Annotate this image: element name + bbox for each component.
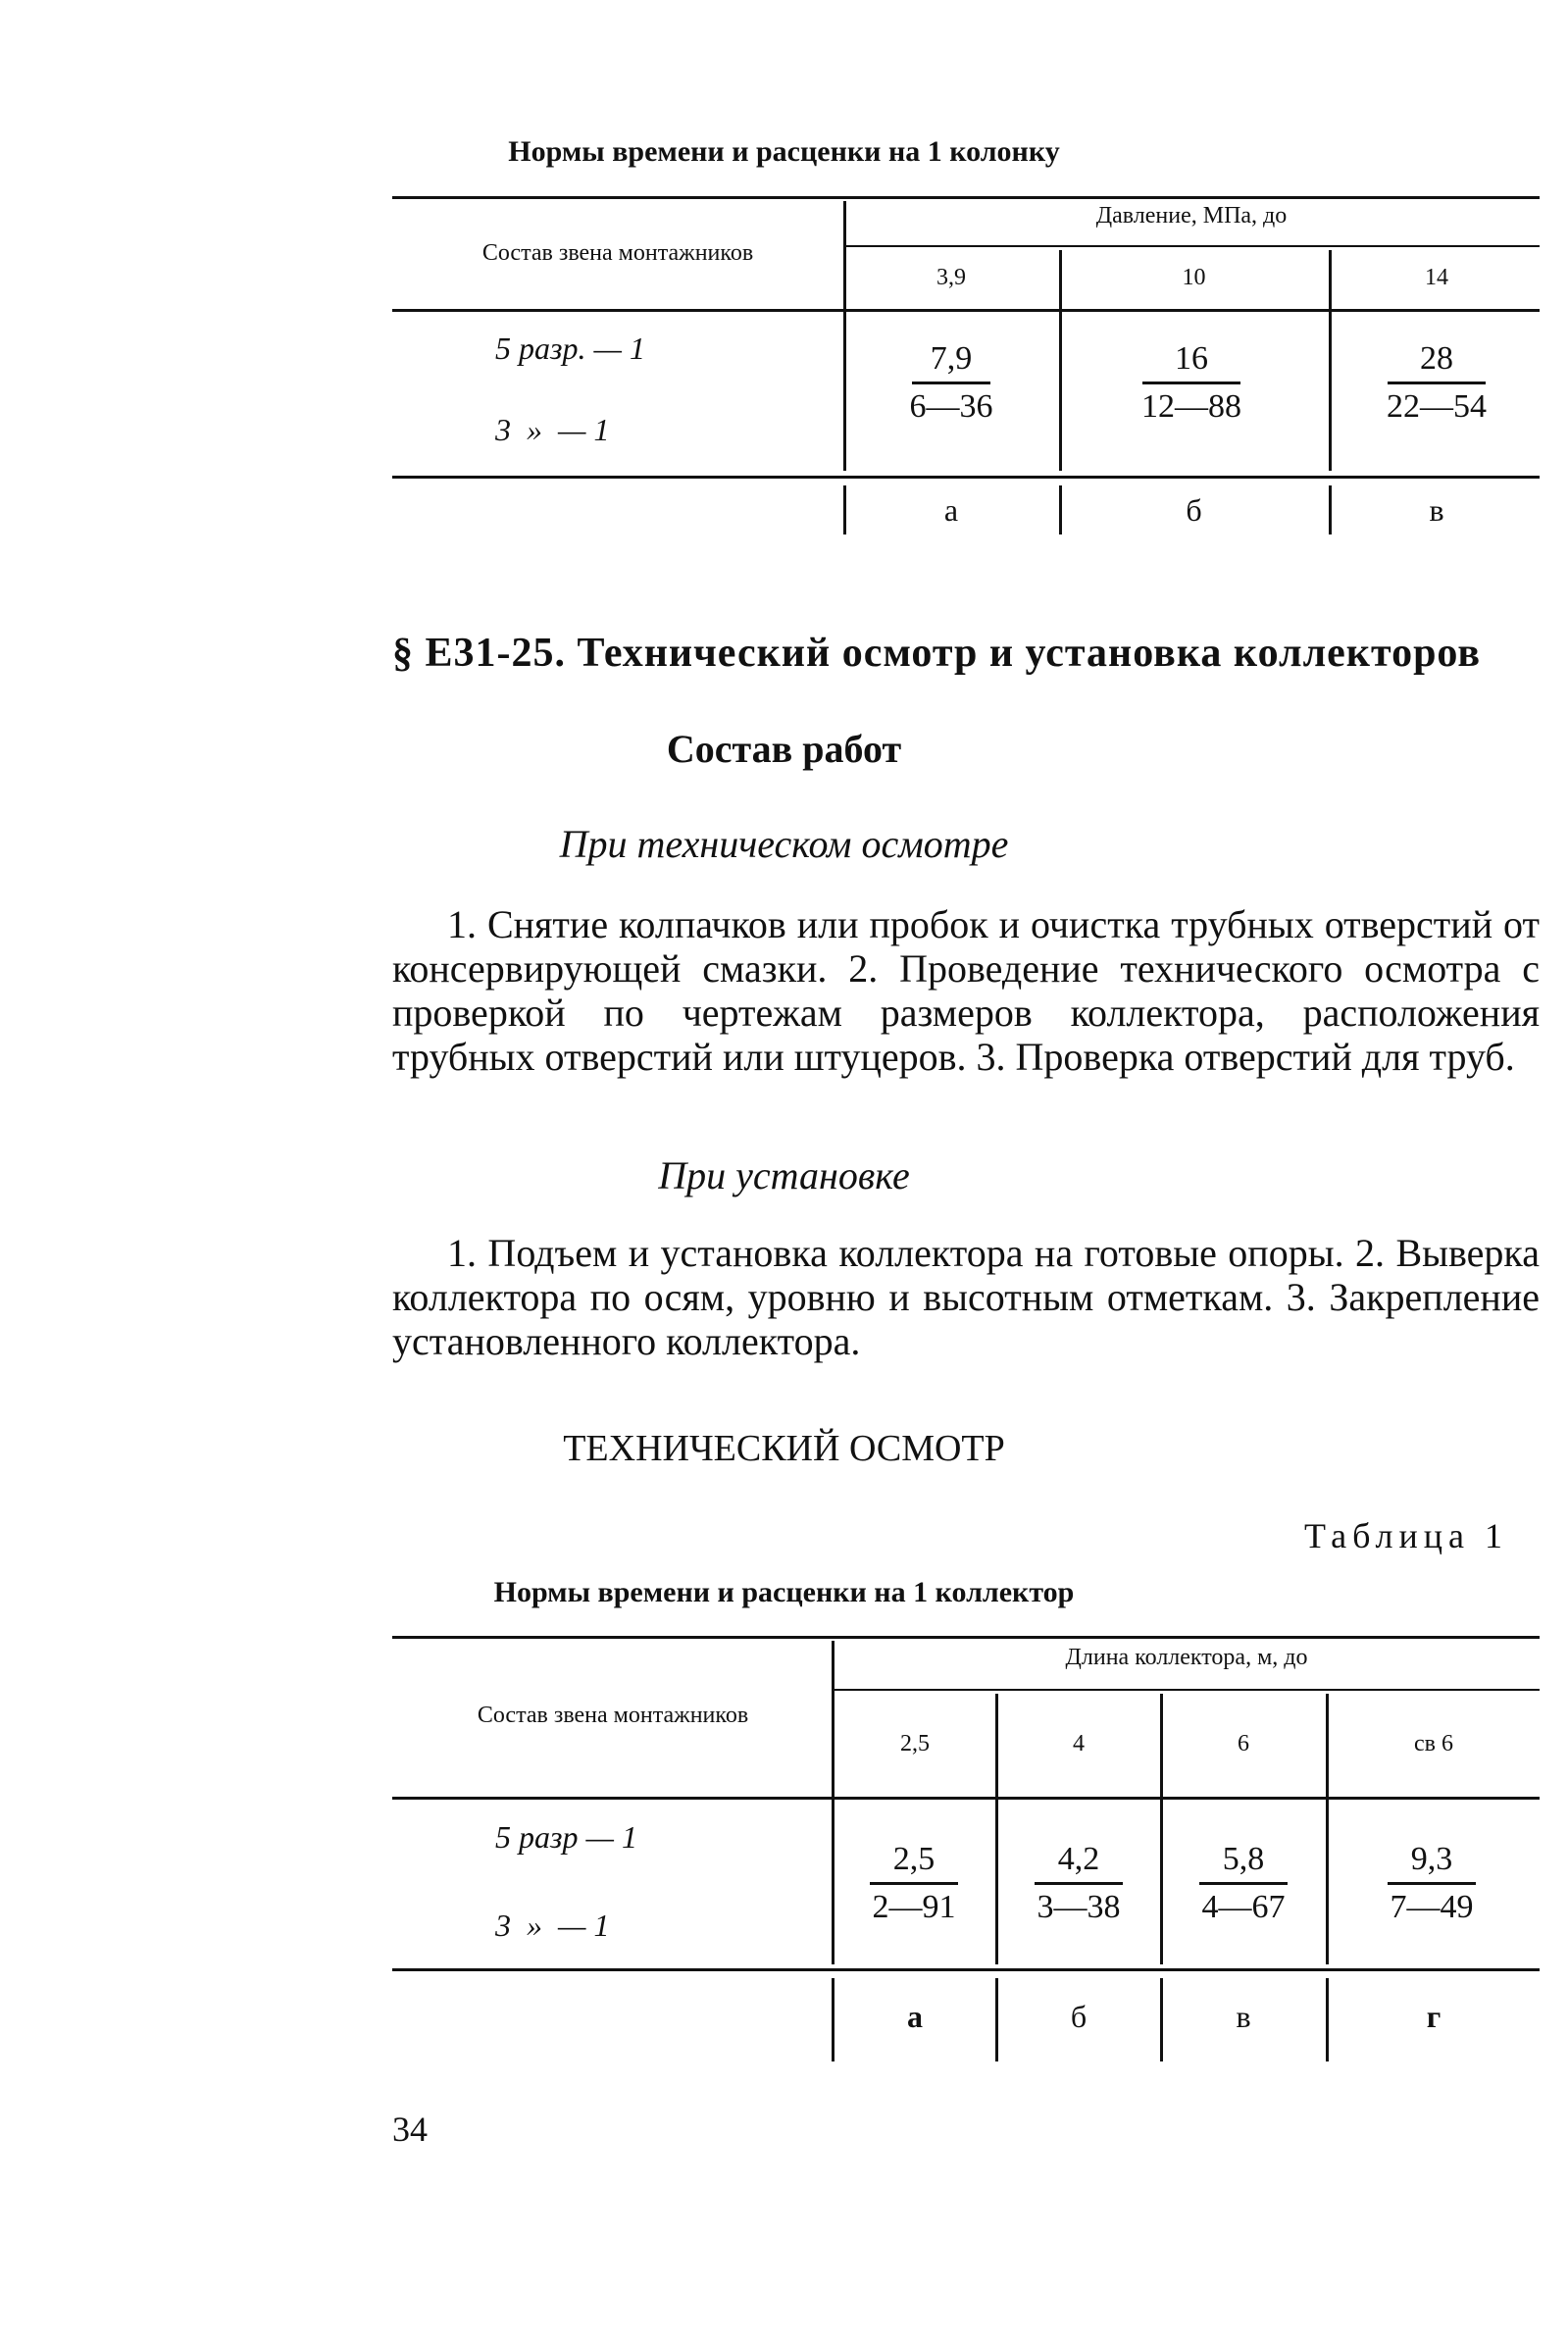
inspection-heading: При техническом осмотре [559,822,1009,866]
table-bottom-cell-d-norm: 9,3 [1410,1841,1453,1877]
fraction-bar [1035,1882,1123,1885]
table-bottom-vline-4 [1326,1694,1329,1964]
table-top-caption: Нормы времени и расценки на 1 колонку [508,135,1060,168]
page-number: 34 [392,2110,428,2149]
table-top-cell-b [1138,340,1245,426]
table-top-vline-5 [1059,485,1062,534]
table-bottom-cell-a-rate: 2—91 [872,1889,956,1925]
table-label: Таблица 1 [1304,1516,1508,1555]
table-top-vline-2 [1059,250,1062,471]
table-top-vline-6 [1329,485,1332,534]
table-bottom-col-3: 6 [1238,1731,1249,1756]
table-bottom-cell-a-norm: 2,5 [892,1841,936,1877]
fraction-bar [1142,382,1240,384]
table-bottom-cell-c-rate: 4—67 [1201,1889,1286,1925]
table-top-crew-1: 5 разр. — 1 [495,331,645,366]
table-bottom-crew-2: 3 » — 1 [495,1908,610,1943]
inspection-text [392,902,1540,1079]
table-top-letter-a: а [943,492,959,528]
table-bottom-letter-c: в [1236,1999,1251,2034]
table-bottom-letter-b: б [1070,1999,1087,2034]
table-bottom-rule-body [392,1968,1540,1971]
table-top-cell-a [897,340,1005,426]
table-bottom-vline-7 [1160,1978,1163,2061]
table-bottom-rule-group [832,1689,1540,1691]
table-bottom-vline-2 [995,1694,998,1964]
table-top-letter-b: б [1186,492,1202,528]
table-top-rule-top [392,196,1540,199]
table-bottom-cell-b [1025,1841,1133,1926]
table-bottom-crew-1: 5 разр — 1 [495,1819,637,1855]
table-top-letter-c: в [1429,492,1444,528]
table-bottom-cell-c-norm: 5,8 [1222,1841,1265,1877]
table-top-vline-3 [1329,250,1332,471]
table-bottom-vline-5 [832,1978,835,2061]
table-top-crew-2: 3 » — 1 [495,412,610,447]
table-top-cell-c [1383,340,1491,426]
table-top-rule-body [392,476,1540,479]
fraction-bar [870,1882,958,1885]
section-title: § Е31-25. Технический осмотр и установка коллекторов [392,631,1482,676]
table-top-cell-b-rate: 12—88 [1141,388,1241,425]
fraction-bar [1388,1882,1476,1885]
table-bottom-caption: Нормы времени и расценки на 1 коллектор [493,1576,1075,1608]
install-heading: При установке [658,1153,910,1197]
table-top-col-3: 14 [1425,265,1448,290]
table-bottom-letter-a: а [907,1999,923,2034]
install-text [392,1231,1540,1363]
table-bottom-vline-3 [1160,1694,1163,1964]
table-top-vline-1 [843,201,846,471]
table-bottom-col-1: 2,5 [900,1731,930,1756]
install-text-body: 1. Подъем и установка коллектора на готовые опоры. 2. Выверка коллектора по осям, уровню и высотным отметкам. 3. Закрепление установленного коллектора. [392,1231,1540,1363]
table-bottom-cell-b-rate: 3—38 [1037,1889,1121,1925]
table-top-cell-a-norm: 7,9 [930,340,973,377]
fraction-bar [1388,382,1486,384]
table-bottom-cell-b-norm: 4,2 [1057,1841,1100,1877]
fraction-bar [912,382,990,384]
table-bottom-group-header: Длина коллектора, м, до [1065,1645,1308,1670]
table-top-vline-4 [843,485,846,534]
table-top-rule-group [843,245,1540,247]
table-top-cell-c-norm: 28 [1420,340,1453,377]
subsection-heading: ТЕХНИЧЕСКИЙ ОСМОТР [563,1428,1005,1469]
table-bottom-crew-header: Состав звена монтажников [477,1703,749,1728]
table-bottom-vline-6 [995,1978,998,2061]
table-top-cell-b-norm: 16 [1175,340,1208,377]
fraction-bar [1199,1882,1288,1885]
table-bottom-vline-8 [1326,1978,1329,2061]
inspection-text-body: 1. Снятие колпачков или пробок и очистка трубных отверстий от консервирующей смазки. 2. Проведение технического осмотра с проверкой по чертежам размеров коллектора, расположения трубных отверстий или штуцеров. 3. Проверка отверстий для труб. [392,902,1540,1079]
table-bottom-vline-1 [832,1641,835,1964]
composition-heading: Состав работ [666,727,902,771]
table-top-crew-header: Состав звена монтажников [481,240,754,266]
table-bottom-letter-d: г [1426,1999,1442,2034]
table-bottom-col-4: св 6 [1414,1731,1453,1756]
table-bottom-cell-d [1378,1841,1486,1926]
table-bottom-cell-d-rate: 7—49 [1390,1889,1474,1925]
table-top-col-1: 3,9 [936,265,966,290]
table-bottom-rule-header [392,1797,1540,1800]
table-top-cell-a-rate: 6—36 [909,388,993,425]
table-top-group-header: Давление, МПа, до [1095,203,1288,229]
table-bottom-cell-c [1189,1841,1297,1926]
table-top-col-2: 10 [1182,265,1206,290]
table-bottom-rule-top [392,1636,1540,1639]
table-bottom-col-2: 4 [1073,1731,1085,1756]
table-top-cell-c-rate: 22—54 [1387,388,1487,425]
table-top-rule-header [392,309,1540,312]
table-bottom-cell-a [860,1841,968,1926]
